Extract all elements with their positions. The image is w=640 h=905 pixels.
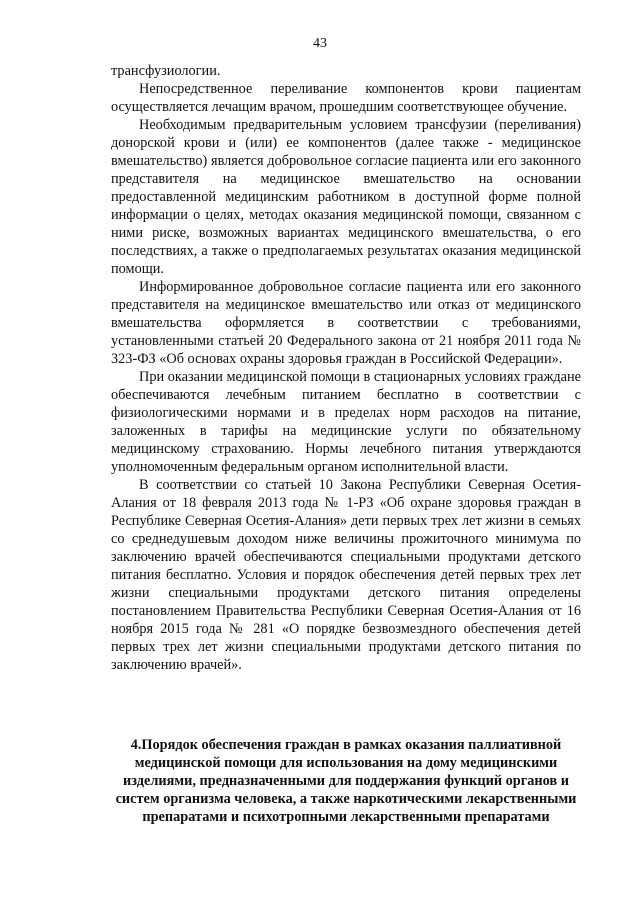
paragraph-informed-consent: Информированное добровольное согласие пациента или его законного представителя на медицинское вмешательство или отказ от медицинского вмешательства оформляется в соответствии с требованиями, установленными статьей 20 Федерального закона от 21 ноября 2011 года № 323-ФЗ «Об основах охраны здоровья граждан в Российской Федерации».	[111, 279, 581, 367]
page-number: 43	[313, 36, 327, 51]
section-heading: 4.Порядок обеспечения граждан в рамках оказания паллиативной медицинской помощи для использования на дому медицинскими изделиями, предназначенными для поддержания функций органов и систем организма человека, а также наркотическими лекарственными препаратами и психотропными лекарственными препаратами	[115, 737, 577, 825]
paragraph-transfusion-staff: Непосредственное переливание компонентов крови пациентам осуществляется лечащим врачом, прошедшим соответствующее обучение.	[111, 81, 581, 115]
body-text	[111, 62, 581, 674]
paragraph-consent-condition: Необходимым предварительным условием трансфузии (переливания) донорской крови и (или) ее компонентов (далее также - медицинское вмешательство) является добровольное согласие пациента или его законного представителя на медицинское вмешательство на основании предоставленной медицинским работником в доступной форме полной информации о целях, методах оказания медицинской помощи, связанном с ними риске, возможных вариантах медицинского вмешательства, о его последствиях, а также о предполагаемых результатах оказания медицинской помощи.	[111, 117, 581, 277]
paragraph-child-nutrition: В соответствии со статьей 10 Закона Республики Северная Осетия-Алания от 18 февраля 2013 года № 1-РЗ «Об охране здоровья граждан в Республике Северная Осетия-Алания» дети первых трех лет жизни в семьях со среднедушевым доходом ниже величины прожиточного минимума по заключению врачей обеспечиваются специальными продуктами детского питания бесплатно. Условия и порядок обеспечения детей первых трех лет жизни специальными продуктами детского питания определены постановлением Правительства Республики Северная Осетия-Алания от 16 ноября 2015 года № 281 «О порядке безвозмездного обеспечения детей первых трех лет жизни специальными продуктами детского питания по заключению врачей».	[111, 477, 581, 673]
paragraph-continuation: трансфузиологии.	[111, 63, 221, 79]
paragraph-medical-nutrition: При оказании медицинской помощи в стационарных условиях граждане обеспечиваются лечебным питанием бесплатно в соответствии с физиологическими нормами и в пределах норм расходов на питание, заложенных в тарифы на медицинские услуги по обязательному медицинскому страхованию. Нормы лечебного питания утверждаются уполномоченным федеральным органом исполнительной власти.	[111, 369, 581, 475]
